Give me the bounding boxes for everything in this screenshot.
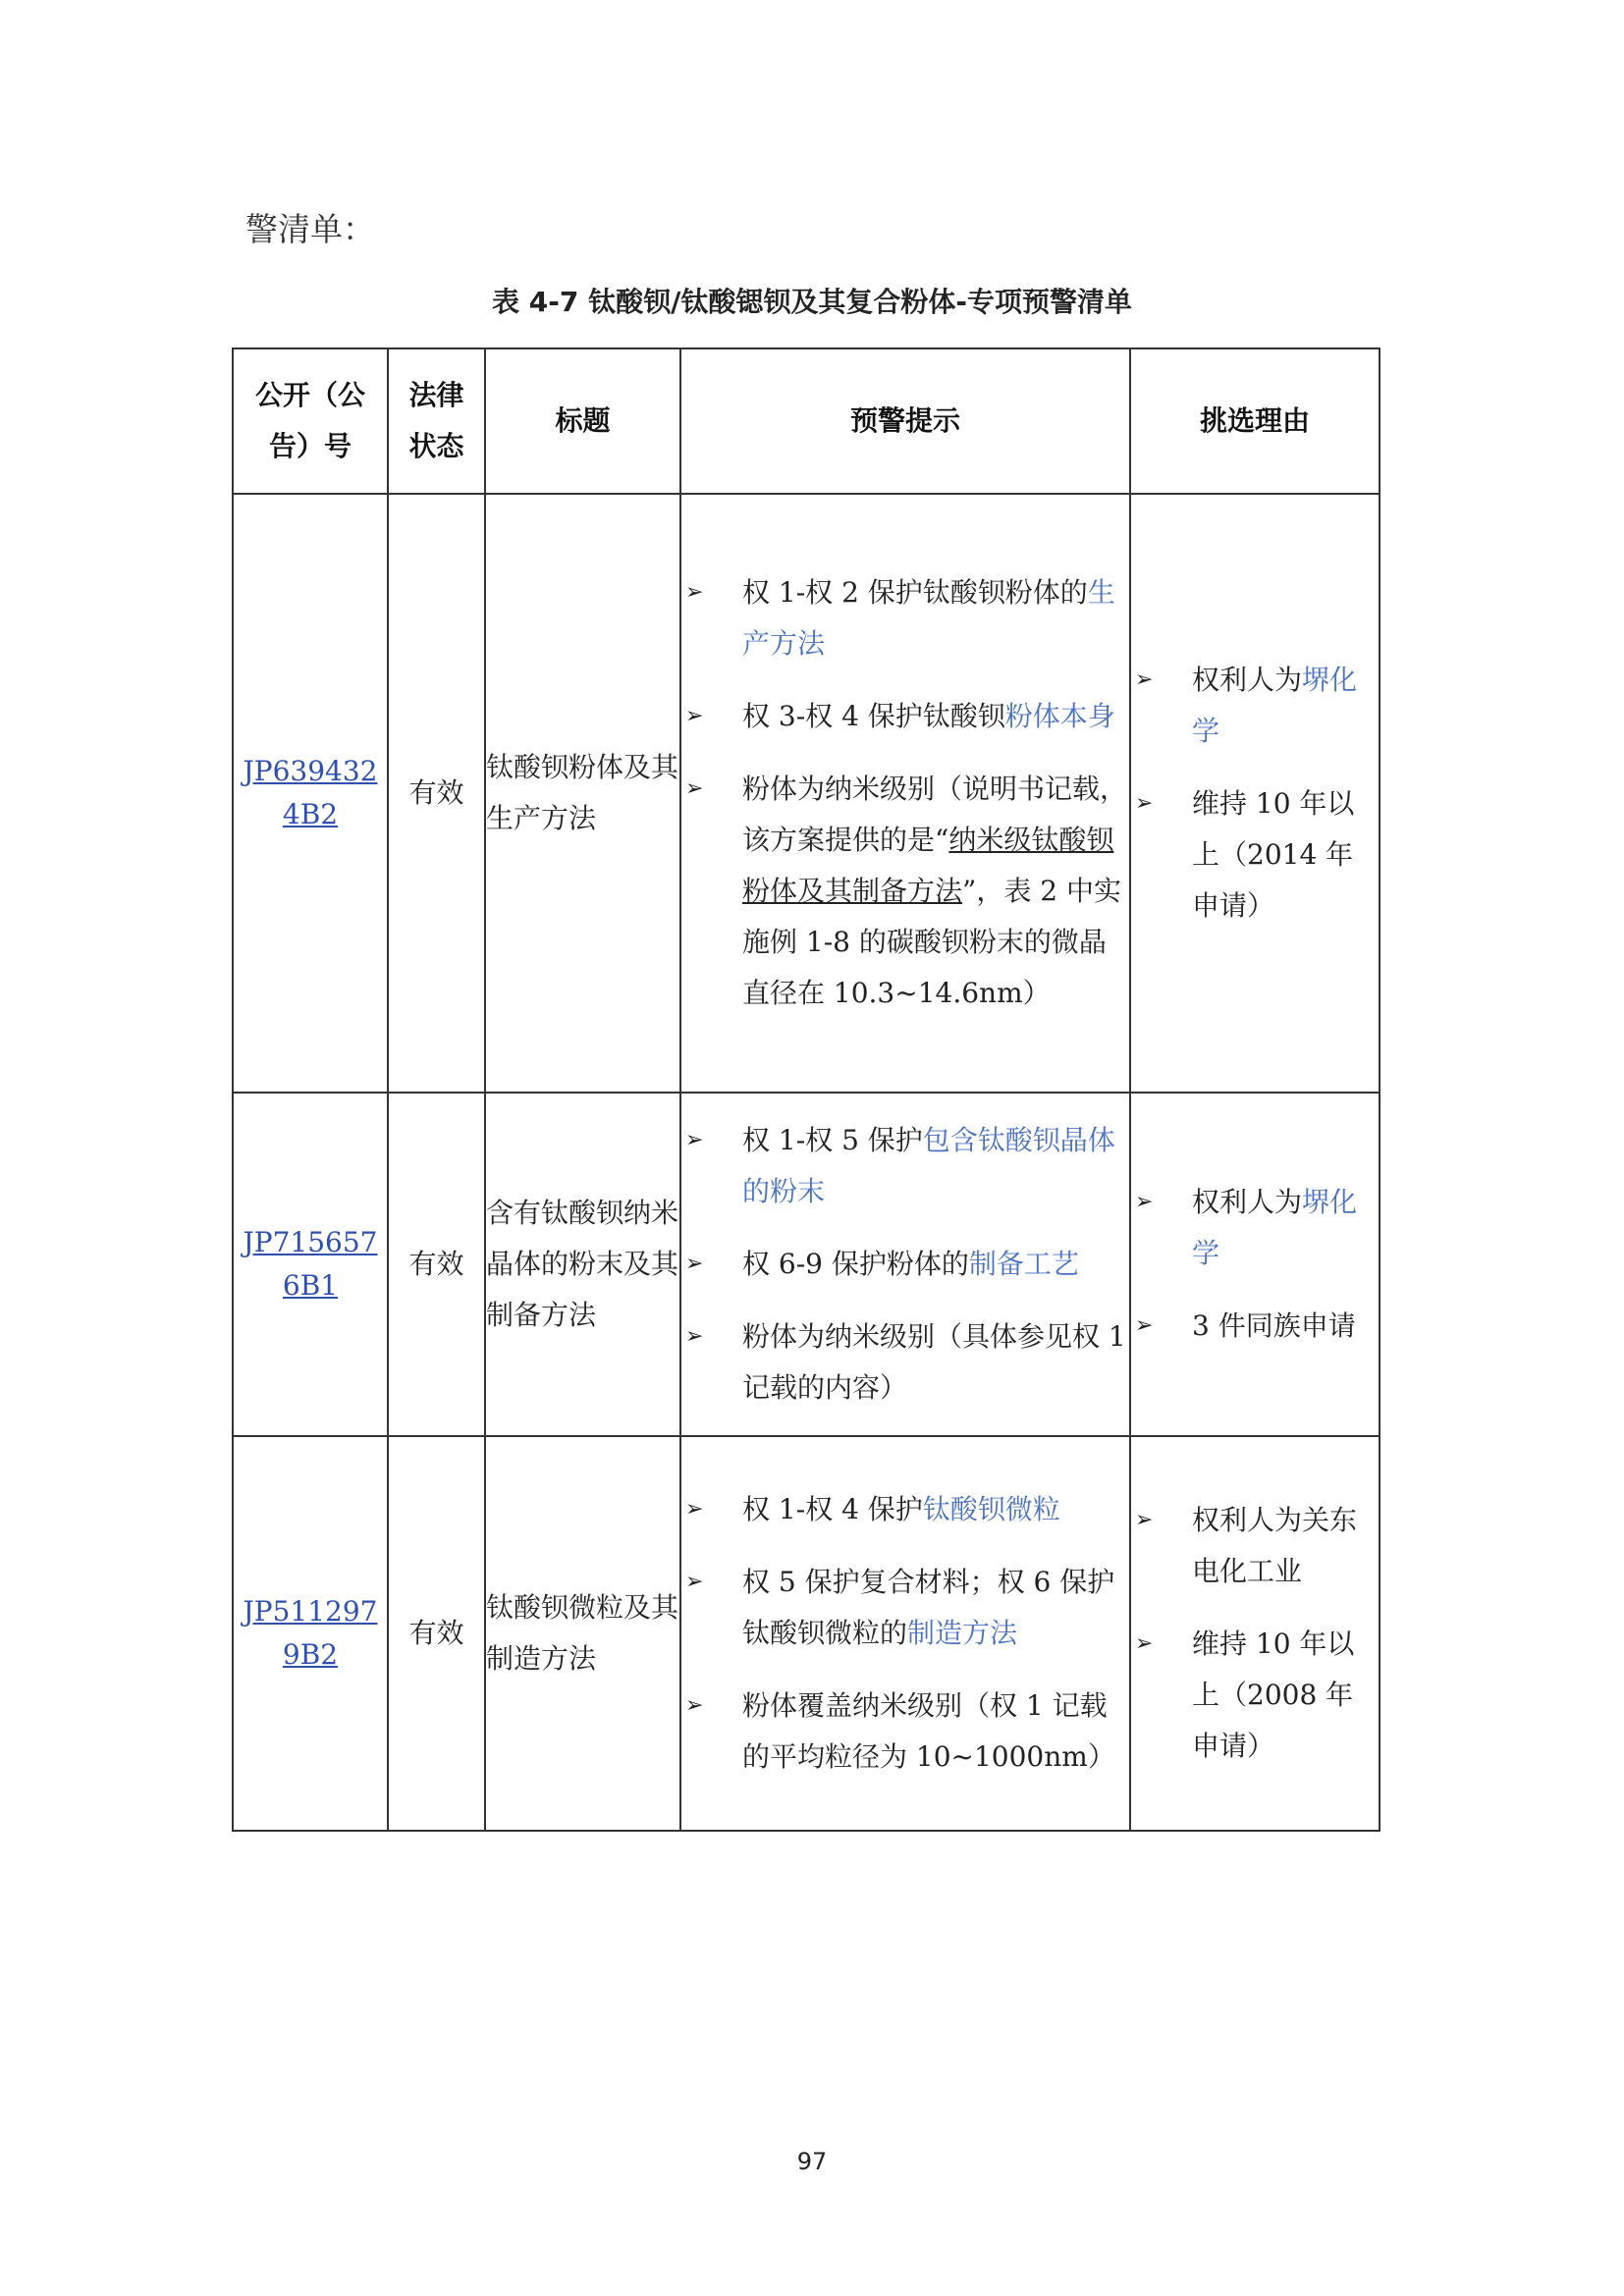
legal-status-cell: 有效 xyxy=(388,1093,485,1436)
arrow-bullet-icon: ➢ xyxy=(685,1693,704,1718)
list-item: ➢ 权 3-权 4 保护钛酸钡粉体本身 xyxy=(681,691,1129,742)
list-item: ➢ 粉体为纳米级别（具体参见权 1 记载的内容） xyxy=(681,1311,1129,1414)
warning-hints-cell xyxy=(680,1436,1130,1831)
warning-hints-cell xyxy=(680,494,1130,1093)
list-item: ➢ 权 1-权 2 保护钛酸钡粉体的生产方法 xyxy=(681,567,1129,669)
list-item: ➢ 权利人为堺化学 xyxy=(1131,1177,1379,1279)
table-header-row xyxy=(233,348,1380,494)
header-publication-number xyxy=(233,348,388,494)
arrow-bullet-icon: ➢ xyxy=(1135,1190,1154,1214)
arrow-bullet-icon: ➢ xyxy=(685,1128,704,1152)
arrow-bullet-icon: ➢ xyxy=(1135,791,1154,816)
header-publication-number-line1: 公开（公 xyxy=(254,379,365,411)
arrow-bullet-icon: ➢ xyxy=(685,580,704,605)
title-cell: 钛酸钡微粒及其制造方法 xyxy=(485,1436,680,1831)
arrow-bullet-icon: ➢ xyxy=(1135,1508,1154,1532)
list-item: ➢ 权 5 保护复合材料；权 6 保护钛酸钡微粒的制造方法 xyxy=(681,1557,1129,1659)
header-title: 标题 xyxy=(485,348,680,494)
intro-text: 警清单： xyxy=(245,210,375,248)
table-row xyxy=(233,1093,1380,1436)
header-selection-reason: 挑选理由 xyxy=(1130,348,1380,494)
arrow-bullet-icon: ➢ xyxy=(1135,1631,1154,1656)
publication-number-cell xyxy=(233,494,388,1093)
selection-reason-cell xyxy=(1130,494,1380,1093)
title-cell: 含有钛酸钡纳米晶体的粉末及其制备方法 xyxy=(485,1093,680,1436)
list-item: ➢ 3 件同族申请 xyxy=(1131,1301,1379,1352)
list-item: ➢ 权 1-权 4 保护钛酸钡微粒 xyxy=(681,1484,1129,1535)
list-item: ➢ 权利人为堺化学 xyxy=(1131,655,1379,757)
page-number: 97 xyxy=(796,2148,828,2175)
warning-hints-cell xyxy=(680,1093,1130,1436)
list-item: ➢ 权 6-9 保护粉体的制备工艺 xyxy=(681,1239,1129,1290)
patent-link-jp6394324b2[interactable]: JP639432 4B2 xyxy=(243,755,378,830)
arrow-bullet-icon: ➢ xyxy=(685,776,704,801)
patent-link-jp7156576b1[interactable]: JP715657 6B1 xyxy=(243,1226,378,1302)
arrow-bullet-icon: ➢ xyxy=(1135,1313,1154,1338)
warning-table xyxy=(232,347,1380,1832)
header-legal-status xyxy=(388,348,485,494)
publication-number-cell xyxy=(233,1436,388,1831)
table-row xyxy=(233,1436,1380,1831)
arrow-bullet-icon: ➢ xyxy=(685,704,704,728)
list-item: ➢ 粉体为纳米级别（说明书记载，该方案提供的是“纳米级钛酸钡粉体及其制备方法”，表 2 中实施例 1-8 的碳酸钡粉末的微晶直径在 10.3~14.6nm） xyxy=(681,764,1129,1019)
table-caption: 表 4-7 钛酸钡/钛酸锶钡及其复合粉体-专项预警清单 xyxy=(492,286,1132,318)
list-item: ➢ 权 1-权 5 保护包含钛酸钡晶体的粉末 xyxy=(681,1115,1129,1217)
header-legal-status-line2: 状态 xyxy=(408,430,464,462)
title-cell: 钛酸钡粉体及其生产方法 xyxy=(485,494,680,1093)
list-item: ➢ 维持 10 年以上（2008 年申请） xyxy=(1131,1619,1379,1772)
arrow-bullet-icon: ➢ xyxy=(685,1570,704,1594)
arrow-bullet-icon: ➢ xyxy=(1135,667,1154,692)
legal-status-cell: 有效 xyxy=(388,1436,485,1831)
header-publication-number-line2: 告）号 xyxy=(268,430,352,462)
arrow-bullet-icon: ➢ xyxy=(685,1497,704,1522)
list-item: ➢ 维持 10 年以上（2014 年申请） xyxy=(1131,778,1379,932)
publication-number-cell xyxy=(233,1093,388,1436)
selection-reason-cell xyxy=(1130,1093,1380,1436)
arrow-bullet-icon: ➢ xyxy=(685,1252,704,1276)
selection-reason-cell xyxy=(1130,1436,1380,1831)
arrow-bullet-icon: ➢ xyxy=(685,1324,704,1349)
list-item: ➢ 粉体覆盖纳米级别（权 1 记载的平均粒径为 10~1000nm） xyxy=(681,1681,1129,1783)
header-legal-status-line1: 法律 xyxy=(408,379,464,411)
header-warning-hints: 预警提示 xyxy=(680,348,1130,494)
table-row xyxy=(233,494,1380,1093)
list-item: ➢ 权利人为关东电化工业 xyxy=(1131,1495,1379,1597)
legal-status-cell: 有效 xyxy=(388,494,485,1093)
patent-link-jp5112979b2[interactable]: JP511297 9B2 xyxy=(243,1595,378,1671)
